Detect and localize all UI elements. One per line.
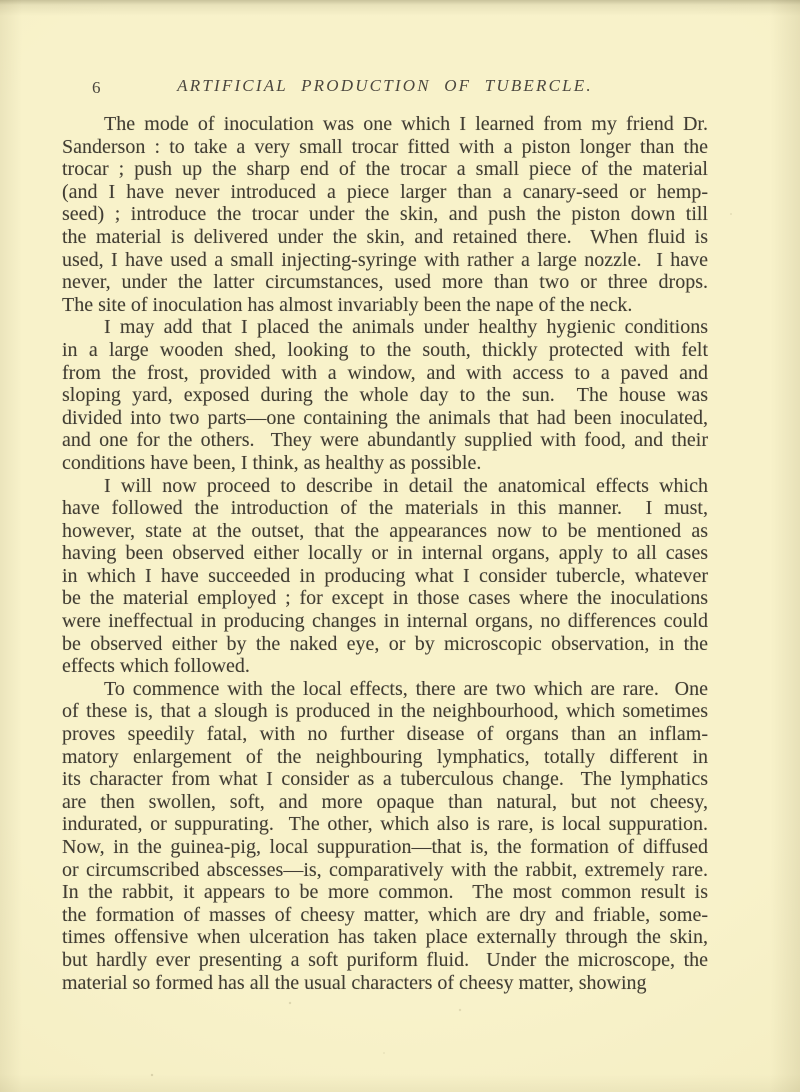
text-line: To commence with the local effects, there are two which are rare. One — [104, 677, 708, 700]
text-line: trocar ; push up the sharp end of the trocar a small piece of the material — [62, 158, 708, 181]
paragraph — [62, 475, 708, 678]
text-line: never, under the latter circumstances, used more than two or three drops. — [62, 271, 708, 294]
text-line: in which I have succeeded in producing what I consider tubercle, whatever — [62, 564, 708, 587]
text-line: sloping yard, exposed during the whole day to the sun. The house was — [62, 384, 708, 407]
text-line: of these is, that a slough is produced in the neighbourhood, which sometimes — [62, 700, 708, 723]
paragraph — [62, 113, 708, 316]
text-line: The mode of inoculation was one which I learned from my friend Dr. — [104, 113, 708, 135]
page-body — [62, 113, 708, 994]
text-line: I may add that I placed the animals under healthy hygienic conditions — [104, 316, 708, 339]
text-line: Sanderson : to take a very small trocar fitted with a piston longer than the — [62, 135, 708, 158]
text-line: divided into two parts—one containing the animals that had been inoculated, — [62, 406, 708, 429]
text-line: The site of inoculation has almost invariably been the nape of the neck. — [62, 293, 633, 316]
paragraph — [62, 316, 708, 474]
text-line: In the rabbit, it appears to be more common. The most common result is — [62, 881, 708, 904]
text-line: be the material employed ; for except in those cases where the inoculations — [62, 587, 708, 610]
text-line: the formation of masses of cheesy matter, which are dry and friable, some- — [62, 903, 708, 926]
text-line: be observed either by the naked eye, or by microscopic observation, in the — [62, 632, 708, 655]
text-line: or circumscribed abscesses—is, comparatively with the rabbit, extremely rare. — [62, 858, 708, 881]
text-line: however, state at the outset, that the appearances now to be mentioned as — [62, 519, 708, 542]
text-line: having been observed either locally or in internal organs, apply to all cases — [62, 542, 708, 565]
text-line: Now, in the guinea-pig, local suppuration—that is, the formation of diffused — [62, 836, 708, 858]
text-line: were ineffectual in producing changes in internal organs, no differences could — [62, 610, 708, 633]
text-line: indurated, or suppurating. The other, which also is rare, is local suppuration. — [62, 813, 708, 836]
text-line: used, I have used a small injecting-syringe with rather a large nozzle. I have — [62, 248, 708, 271]
text-line: its character from what I consider as a tuberculous change. The lymphatics — [62, 768, 708, 791]
text-line: (and I have never introduced a piece larger than a canary-seed or hemp- — [62, 180, 708, 203]
paragraph — [62, 678, 708, 994]
text-line: but hardly ever presenting a soft puriform fluid. Under the microscope, the — [62, 948, 708, 971]
text-line: I will now proceed to describe in detail the anatomical effects which — [104, 474, 708, 497]
text-line: from the frost, provided with a window, and with access to a paved and — [62, 361, 708, 384]
running-header: ARTIFICIAL PRODUCTION OF TUBERCLE. — [177, 76, 593, 95]
text-line: times offensive when ulceration has taken place externally through the skin, — [62, 926, 708, 949]
text-line: the material is delivered under the skin, and retained there. When fluid is — [62, 225, 708, 248]
text-line: have followed the introduction of the materials in this manner. I must, — [62, 497, 708, 520]
page-header — [62, 76, 708, 98]
text-line: matory enlargement of the neighbouring lymphatics, totally different in — [62, 745, 708, 768]
text-line: effects which followed. — [62, 655, 250, 678]
text-line: and one for the others. They were abundantly supplied with food, and their — [62, 429, 708, 452]
text-line: material so formed has all the usual characters of cheesy matter, showing — [62, 971, 647, 994]
page-number: 6 — [92, 78, 101, 97]
text-line: proves speedily fatal, with no further disease of organs than an inflam- — [62, 723, 708, 746]
text-line: are then swollen, soft, and more opaque than natural, but not cheesy, — [62, 790, 708, 813]
text-line: conditions have been, I think, as healthy as possible. — [62, 451, 482, 474]
text-line: seed) ; introduce the trocar under the skin, and push the piston down till — [62, 203, 708, 226]
text-line: in a large wooden shed, looking to the south, thickly protected with felt — [62, 338, 708, 361]
